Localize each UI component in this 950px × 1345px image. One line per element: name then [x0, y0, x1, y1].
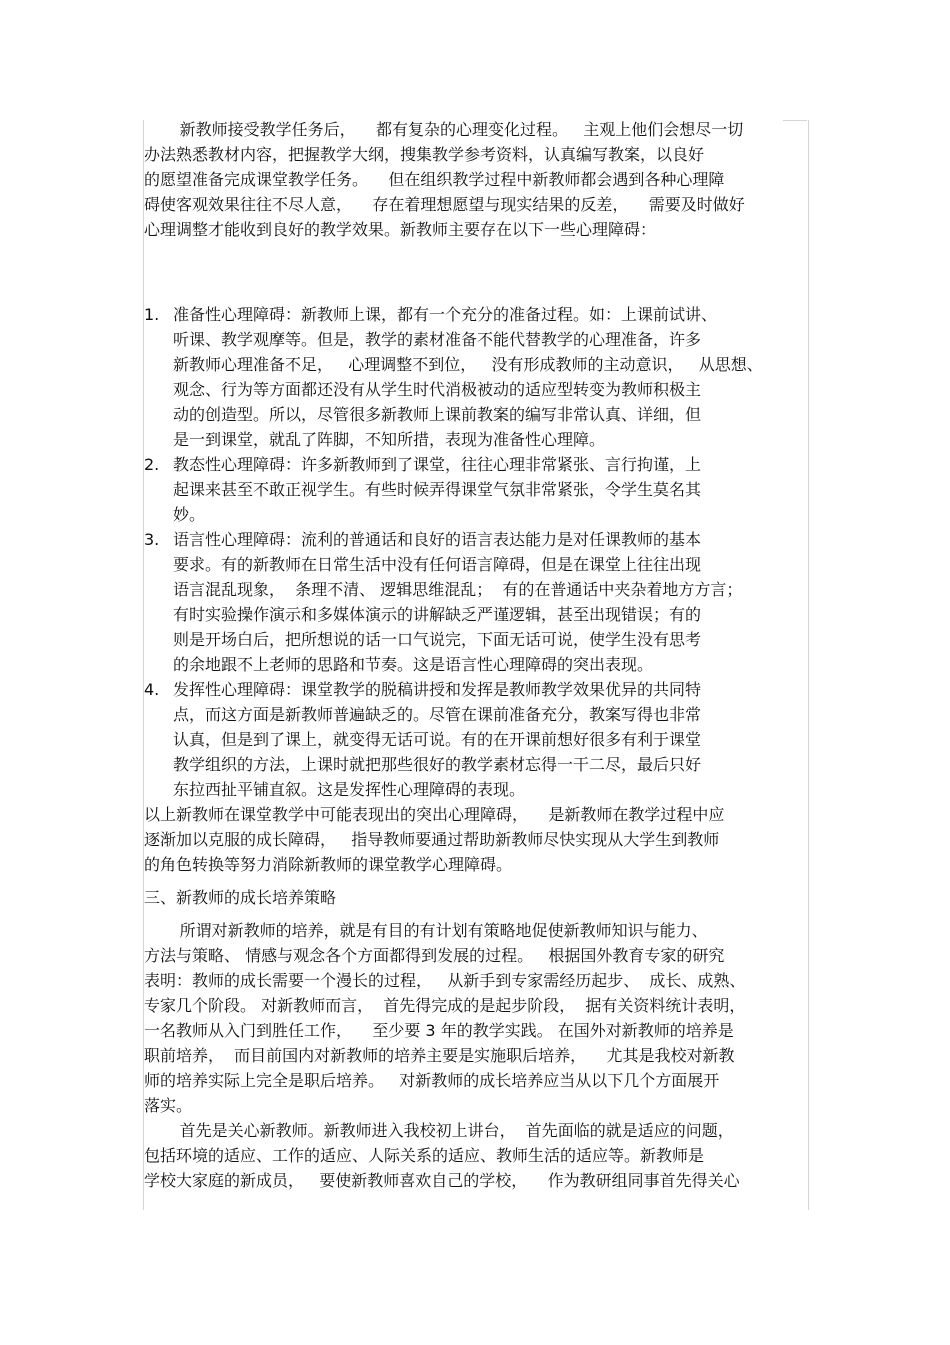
text-line: 一名教师从入门到胜任工作， 至少要 3 年的教学实践。 在国外对新教师的培养是 [144, 1021, 734, 1040]
text-line: 动的创造型。所以，尽管很多新教师上课前教案的编写非常认真、详细，但 [173, 405, 702, 424]
list-number: 1. [144, 305, 160, 324]
list-number: 4. [144, 680, 160, 699]
text-line: 点，而这方面是新教师普遍缺乏的。尽管在课前准备充分，教案写得也非常 [173, 705, 702, 724]
list-item [144, 302, 812, 452]
text-line: 语言性心理障碍：流利的普通话和良好的语言表达能力是对任课教师的基本 [173, 530, 702, 549]
text-line: 起课来甚至不敢正视学生。有些时候弄得课堂气氛非常紧张，令学生莫名其 [173, 480, 702, 499]
text-line: 的角色转换等努力消除新教师的课堂教学心理障碍。 [144, 855, 513, 874]
text-line: 听课、教学观摩等。但是，教学的素材准备不能代替教学的心理准备，许多 [173, 330, 702, 349]
text-line: 认真，但是到了课上，就变得无话可说。有的在开课前想好很多有利于课堂 [173, 730, 702, 749]
numbered-list [144, 302, 812, 802]
document-body [144, 117, 812, 1193]
text-line: 办法熟悉教材内容，把握教学大纲，搜集教学参考资料，认真编写教案，以良好 [144, 145, 705, 164]
list-number: 2. [144, 455, 160, 474]
text-line: 是一到课堂，就乱了阵脚，不知所措，表现为准备性心理障。 [173, 430, 606, 449]
text-line: 要求。有的新教师在日常生活中没有任何语言障碍，但是在课堂上往往出现 [173, 555, 702, 574]
summary-paragraph [144, 802, 812, 877]
text-line: 发挥性心理障碍：课堂教学的脱稿讲授和发挥是教师教学效果优异的共同特 [173, 680, 702, 699]
text-line: 新教师接受教学任务后， 都有复杂的心理变化过程。 主观上他们会想尽一切 [144, 120, 744, 139]
text-line: 教学组织的方法，上课时就把那些很好的教学素材忘得一干二尽，最后只好 [173, 755, 702, 774]
text-line: 方法与策略、 情感与观念各个方面都得到发展的过程。 根据国外教育专家的研究 [144, 946, 725, 965]
text-line: 以上新教师在课堂教学中可能表现出的突出心理障碍， 是新教师在教学过程中应 [144, 805, 725, 824]
text-line: 逐渐加以克服的成长障碍， 指导教师要通过帮助新教师尽快实现从大学生到教师 [144, 830, 720, 849]
text-line: 的余地跟不上老师的思路和节奏。这是语言性心理障碍的突出表现。 [173, 655, 654, 674]
text-line: 包括环境的适应、工作的适应、人际关系的适应、教师生活的适应等。新教师是 [144, 1146, 705, 1165]
text-line: 妙。 [173, 505, 206, 524]
text-line: 心理调整才能收到良好的教学效果。新教师主要存在以下一些心理障碍： [144, 220, 657, 239]
text-line: 有时实验操作演示和多媒体演示的讲解缺乏严谨逻辑，甚至出现错误；有的 [173, 605, 702, 624]
text-line: 教态性心理障碍：许多新教师到了课堂，往往心理非常紧张、言行拘谨，上 [173, 455, 702, 474]
text-line: 语言混乱现象， 条理不清、 逻辑思维混乱； 有的在普通话中夹杂着地方方言； [173, 580, 743, 599]
text-line: 所谓对新教师的培养，就是有目的有计划有策略地促使新教师知识与能力、 [144, 921, 708, 940]
text-line: 职前培养， 而目前国内对新教师的培养主要是实施职后培养， 尤其是我校对新教 [144, 1046, 735, 1065]
text-line: 的愿望准备完成课堂教学任务。 但在组织教学过程中新教师都会遇到各种心理障 [144, 170, 725, 189]
text-line: 首先是关心新教师。新教师进入我校初上讲台， 首先面临的就是适应的问题， [144, 1121, 734, 1140]
text-line: 东拉西扯平铺直叙。这是发挥性心理障碍的表现。 [173, 780, 526, 799]
list-item [144, 527, 812, 677]
text-line: 专家几个阶段。 对新教师而言， 首先得完成的是起步阶段， 据有关资料统计表明， [144, 996, 746, 1015]
text-line: 观念、行为等方面都还没有从学生时代消极被动的适应型转变为教师积极主 [173, 380, 702, 399]
section-paragraph [144, 1118, 812, 1193]
list-item [144, 452, 812, 527]
text-line: 落实。 [144, 1096, 193, 1115]
section-heading: 三、新教师的成长培养策略 [144, 888, 337, 907]
section-paragraph [144, 918, 812, 1118]
text-line: 学校大家庭的新成员， 要使新教师喜欢自己的学校， 作为教研组同事首先得关心 [144, 1171, 740, 1190]
text-line: 新教师心理准备不足， 心理调整不到位， 没有形成教师的主动意识， 从思想、 [173, 355, 763, 374]
text-line: 师的培养实际上完全是职后培养。 对新教师的成长培养应当从以下几个方面展开 [144, 1071, 720, 1090]
list-item [144, 677, 812, 802]
intro-paragraph [144, 117, 812, 242]
text-line: 表明：教师的成长需要一个漫长的过程， 从新手到专家需经历起步、 成长、成熟、 [144, 971, 746, 990]
list-number: 3. [144, 530, 160, 549]
text-line: 准备性心理障碍：新教师上课，都有一个充分的准备过程。如：上课前试讲、 [173, 305, 718, 324]
text-line: 碍使客观效果往往不尽人意， 存在着理想愿望与现实结果的反差， 需要及时做好 [144, 195, 745, 214]
text-line: 则是开场白后，把所想说的话一口气说完，下面无话可说，使学生没有思考 [173, 630, 702, 649]
